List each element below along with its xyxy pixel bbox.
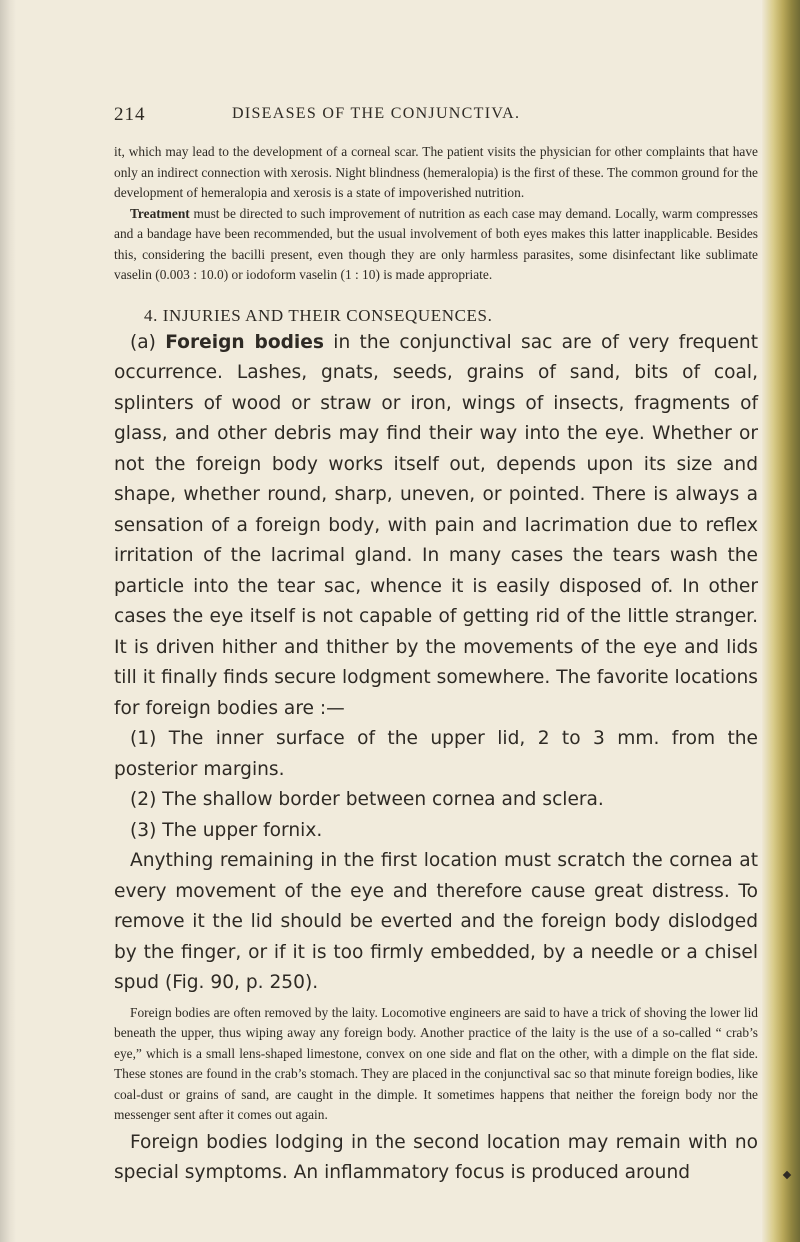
book-page bbox=[114, 104, 758, 1189]
para-a-text: in the conjunctival sac are of very frequent occurrence. Lashes, gnats, seeds, grains of sand, bits of coal, splinters of wood or straw or iron, wings of insects, fragments of glass, and other debris may find their way into the eye. Whether or not the foreign body works itself out, depends upon its size and shape, whether round, sharp, uneven, or pointed. There is always a sensation of a foreign body, with pain and lacrimation due to reflex irritation of the lacrimal gland. In many cases the tears wash the particle into the tear sac, whence it is easily disposed of. In other cases the eye itself is not capable of getting rid of the little stranger. It is driven hither and thither by the movements of the eye and lids till it finally finds secure lodgment somewhere. The favorite locations for foreign bodies are :— bbox=[114, 331, 758, 719]
list-item: (2) The shallow border between cornea and sclera. bbox=[130, 789, 604, 810]
paragraph-foreign-bodies bbox=[114, 328, 758, 725]
page-number: 214 bbox=[114, 104, 146, 125]
running-head: DISEASES OF THE CONJUNCTIVA. bbox=[232, 105, 521, 122]
paragraph-treatment bbox=[114, 204, 758, 286]
treatment-lead: Treatment bbox=[130, 205, 190, 221]
treatment-text: must be directed to such improvement of nutrition as each case may demand. Locally, warm compresses and a bandage have been recommended, but the usual involvement of both eyes makes this latter inapplicable. Besides this, considering the bacilli present, even though they are only harmless parasites, some disinfectant like sublimate vaselin (0.003 : 10.0) or iodoform vaselin (1 : 10) is made appropriate. bbox=[114, 205, 758, 282]
list-item: (1) The inner surface of the upper lid, 2 to 3 mm. from the posterior margins. bbox=[114, 728, 758, 780]
para-a-label: (a) bbox=[130, 331, 156, 353]
paragraph-laity: Foreign bodies are often removed by the laity. Locomotive engineers are said to have a trick of shoving the lower lid beneath the upper, thus wiping away any foreign body. Another practice of the laity is the use of a so-called “ crab’s eye,” which is a small lens-shaped limestone, convex on one side and flat on the other, with a dimple on the flat side. These stones are found in the crab’s stomach. They are placed in the conjunctival sac so that minute foreign bodies, like coal-dust or grains of sand, are caught in the dimple. It sometimes happens that neither the foreign body nor the messenger sent after it comes out again. bbox=[114, 1004, 758, 1122]
section-heading: 4. INJURIES AND THEIR CONSEQUENCES. bbox=[144, 305, 493, 325]
page-edge bbox=[762, 0, 800, 1242]
list-item: (3) The upper fornix. bbox=[130, 819, 323, 841]
paragraph-xerosis: it, which may lead to the development of a corneal scar. The patient visits the physician for other complaints that have only an indirect connection with xerosis. Night blindness (hemeralopia) is the first of these. The common ground for the development of hemeralopia and xerosis is a state of impoverished nutrition. bbox=[114, 144, 758, 200]
edge-mark bbox=[783, 1171, 791, 1179]
binding-shadow bbox=[0, 0, 16, 1242]
paragraph-removal: Anything remaining in the first location must scratch the cornea at every movement of the eye and therefore cause great distress. To remove it the lid should be everted and the foreign body dislodged by the finger, or if it is too firmly embedded, by a needle or a chisel spud (Fig. 90, p. 250). bbox=[114, 850, 758, 993]
paragraph-second-location: Foreign bodies lodging in the second location may remain with no special symptoms. An inflammatory focus is produced around bbox=[114, 1131, 758, 1183]
para-a-lead: Foreign bodies bbox=[165, 331, 324, 353]
page-header bbox=[114, 104, 758, 128]
